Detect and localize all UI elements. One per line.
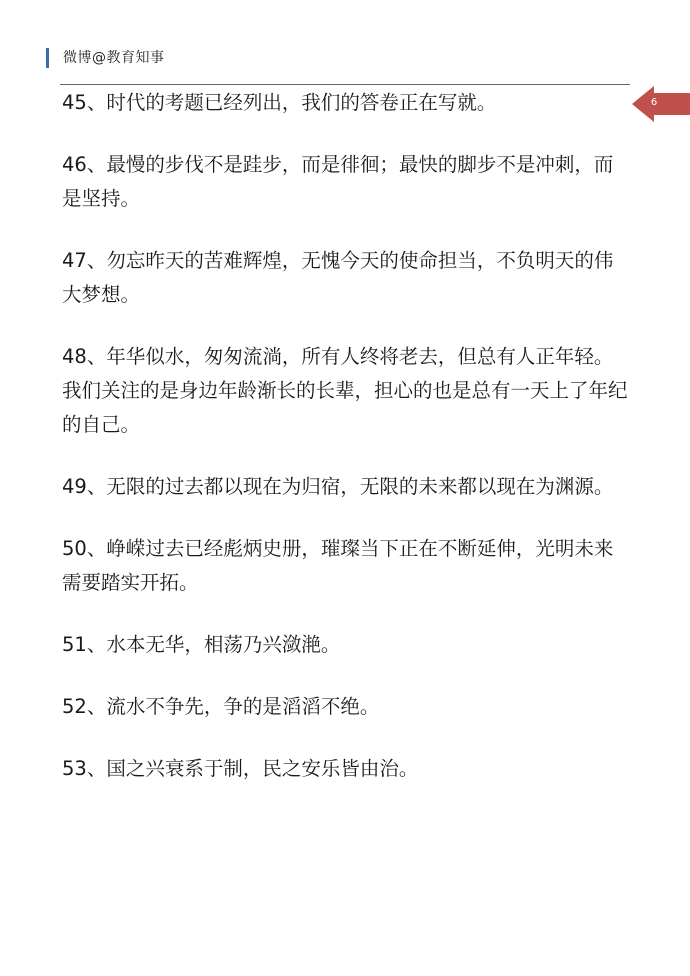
quote-item: 51、水本无华，相荡乃兴潋滟。 bbox=[62, 633, 341, 656]
header-accent-bar bbox=[46, 48, 49, 68]
quote-item: 49、无限的过去都以现在为归宿，无限的未来都以现在为渊源。 bbox=[62, 475, 614, 498]
quote-list bbox=[62, 86, 632, 814]
left-arrow-icon bbox=[632, 86, 690, 122]
quote-item: 45、时代的考题已经列出，我们的答卷正在写就。 bbox=[62, 91, 497, 114]
quote-item: 47、勿忘昨天的苦难辉煌，无愧今天的使命担当，不负明天的伟大梦想。 bbox=[62, 249, 614, 306]
page-number-tab bbox=[632, 86, 690, 122]
header-title: 微博@教育知事 bbox=[63, 50, 165, 66]
quote-item: 53、国之兴衰系于制，民之安乐皆由治。 bbox=[62, 757, 419, 780]
quote-item: 46、最慢的步伐不是跬步，而是徘徊；最快的脚步不是冲刺，而是坚持。 bbox=[62, 153, 614, 210]
header-divider bbox=[60, 84, 630, 85]
page-number: 6 bbox=[650, 97, 658, 108]
quote-item: 50、峥嵘过去已经彪炳史册，璀璨当下正在不断延伸，光明未来需要踏实开拓。 bbox=[62, 537, 614, 594]
quote-item: 52、流水不争先，争的是滔滔不绝。 bbox=[62, 695, 380, 718]
quote-item: 48、年华似水，匆匆流淌，所有人终将老去，但总有人正年轻。我们关注的是身边年龄渐长的长辈，担心的也是总有一天上了年纪的自己。 bbox=[62, 345, 628, 436]
